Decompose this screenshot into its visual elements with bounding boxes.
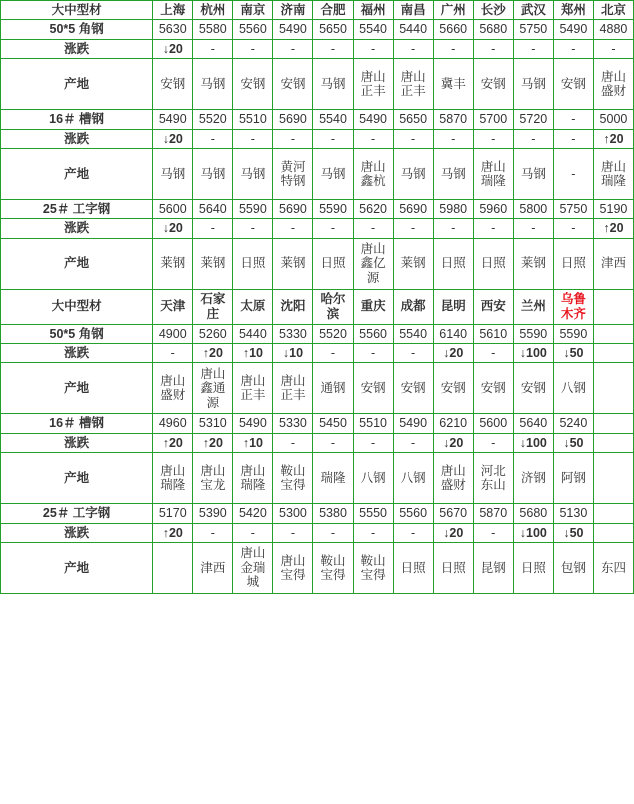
origin-cell: 瑞隆 (313, 453, 353, 504)
price-cell: 5450 (313, 414, 353, 433)
table-row (1, 344, 634, 363)
origin-cell: 马钢 (393, 148, 433, 199)
table-row (1, 414, 634, 433)
price-cell: 6140 (433, 324, 473, 343)
origin-cell: 安钢 (473, 363, 513, 414)
city-header: 长沙 (473, 1, 513, 20)
origin-cell: 马钢 (233, 148, 273, 199)
origin-cell: 八钢 (553, 363, 593, 414)
price-cell: 5800 (513, 199, 553, 218)
change-cell: ↓20 (153, 219, 193, 238)
table-row (1, 542, 634, 593)
change-cell: ↑20 (593, 129, 633, 148)
change-cell: - (393, 219, 433, 238)
change-cell: ↓100 (513, 344, 553, 363)
change-cell: - (473, 39, 513, 58)
price-cell: 5560 (233, 20, 273, 39)
price-cell: 5870 (473, 504, 513, 523)
change-cell: - (313, 129, 353, 148)
change-cell: - (233, 129, 273, 148)
price-cell (593, 324, 633, 343)
city-header: 南京 (233, 1, 273, 20)
price-cell: 5690 (393, 199, 433, 218)
origin-cell: 安钢 (273, 59, 313, 110)
change-cell: - (393, 129, 433, 148)
origin-cell: 马钢 (193, 59, 233, 110)
change-cell: ↑20 (153, 523, 193, 542)
change-cell: - (233, 523, 273, 542)
origin-cell: 莱钢 (193, 238, 233, 289)
city-header: 石家庄 (193, 289, 233, 324)
row-label-origin: 产地 (1, 453, 153, 504)
change-cell: - (393, 523, 433, 542)
price-cell: 5490 (553, 20, 593, 39)
origin-cell: 安钢 (353, 363, 393, 414)
row-label-origin: 产地 (1, 148, 153, 199)
row-label-origin: 产地 (1, 238, 153, 289)
city-header (593, 289, 633, 324)
origin-cell: 昆钢 (473, 542, 513, 593)
origin-cell: 安钢 (433, 363, 473, 414)
change-cell: ↓50 (553, 344, 593, 363)
origin-cell: 马钢 (433, 148, 473, 199)
change-cell: - (193, 523, 233, 542)
change-cell: ↑20 (153, 433, 193, 452)
change-cell: - (433, 129, 473, 148)
origin-cell: 河北东山 (473, 453, 513, 504)
row-label-ibeam: 25＃ 工字钢 (1, 504, 153, 523)
table-row (1, 129, 634, 148)
origin-cell: 日照 (433, 238, 473, 289)
change-cell: - (313, 433, 353, 452)
price-cell: 5260 (193, 324, 233, 343)
table-row (1, 433, 634, 452)
price-cell: - (553, 110, 593, 129)
change-cell: ↑10 (233, 433, 273, 452)
change-cell: - (353, 39, 393, 58)
change-cell: - (273, 523, 313, 542)
origin-cell: 冀丰 (433, 59, 473, 110)
change-cell: ↑10 (233, 344, 273, 363)
city-header: 兰州 (513, 289, 553, 324)
origin-cell: 鞍山宝得 (353, 542, 393, 593)
change-cell: ↑20 (193, 344, 233, 363)
origin-cell: 马钢 (513, 59, 553, 110)
row-label-angle: 50*5 角钢 (1, 324, 153, 343)
price-cell: 5000 (593, 110, 633, 129)
origin-cell: 日照 (233, 238, 273, 289)
city-header: 乌鲁木齐 (553, 289, 593, 324)
price-cell: 5600 (473, 414, 513, 433)
change-cell: ↓20 (153, 39, 193, 58)
change-cell: - (313, 344, 353, 363)
change-cell: ↓50 (553, 523, 593, 542)
origin-cell: 安钢 (513, 363, 553, 414)
price-cell: 5650 (313, 20, 353, 39)
price-cell: 6210 (433, 414, 473, 433)
price-cell: 5440 (233, 324, 273, 343)
origin-cell: 马钢 (313, 59, 353, 110)
origin-cell: 唐山正丰 (393, 59, 433, 110)
change-cell: - (353, 219, 393, 238)
price-cell: 5130 (553, 504, 593, 523)
price-cell: 5980 (433, 199, 473, 218)
city-header: 济南 (273, 1, 313, 20)
origin-cell (593, 453, 633, 504)
price-cell: 5960 (473, 199, 513, 218)
city-header: 广州 (433, 1, 473, 20)
origin-cell: 唐山正丰 (273, 363, 313, 414)
origin-cell: 马钢 (313, 148, 353, 199)
change-cell: - (193, 39, 233, 58)
row-label-origin: 产地 (1, 542, 153, 593)
price-cell: 5520 (313, 324, 353, 343)
price-cell: 5490 (273, 20, 313, 39)
origin-cell: 唐山正丰 (353, 59, 393, 110)
price-cell: 5660 (433, 20, 473, 39)
origin-cell: 黄河特钢 (273, 148, 313, 199)
price-cell: 5390 (193, 504, 233, 523)
change-cell: - (313, 523, 353, 542)
table-row (1, 523, 634, 542)
price-cell: 5170 (153, 504, 193, 523)
city-header: 西安 (473, 289, 513, 324)
change-cell: ↓50 (553, 433, 593, 452)
price-cell: 5720 (513, 110, 553, 129)
origin-cell: 马钢 (153, 148, 193, 199)
change-cell: ↓100 (513, 433, 553, 452)
origin-cell: 唐山金瑞城 (233, 542, 273, 593)
table-row (1, 148, 634, 199)
price-cell: 5540 (353, 20, 393, 39)
origin-cell: 安钢 (473, 59, 513, 110)
price-cell: 5300 (273, 504, 313, 523)
price-cell: 5750 (553, 199, 593, 218)
table-row (1, 219, 634, 238)
origin-cell: 津西 (193, 542, 233, 593)
row-label-angle: 50*5 角钢 (1, 20, 153, 39)
origin-cell: 唐山瑞隆 (233, 453, 273, 504)
price-cell (593, 504, 633, 523)
change-cell: - (273, 39, 313, 58)
city-header: 北京 (593, 1, 633, 20)
city-header: 重庆 (353, 289, 393, 324)
origin-cell: 唐山盛财 (153, 363, 193, 414)
origin-cell: 唐山盛财 (433, 453, 473, 504)
price-cell: 5590 (553, 324, 593, 343)
change-cell: - (473, 344, 513, 363)
change-cell: - (313, 39, 353, 58)
row-label-ibeam: 25＃ 工字钢 (1, 199, 153, 218)
price-cell: 5630 (153, 20, 193, 39)
price-cell: 5690 (273, 199, 313, 218)
change-cell: - (233, 39, 273, 58)
change-cell: - (473, 433, 513, 452)
table-row (1, 110, 634, 129)
origin-cell: 莱钢 (273, 238, 313, 289)
change-cell: - (353, 433, 393, 452)
change-cell: - (393, 433, 433, 452)
origin-cell: 日照 (513, 542, 553, 593)
origin-cell: 马钢 (193, 148, 233, 199)
price-cell: 5310 (193, 414, 233, 433)
table-row (1, 363, 634, 414)
origin-cell: 莱钢 (153, 238, 193, 289)
origin-cell: 鞍山宝得 (313, 542, 353, 593)
origin-cell: 唐山鑫杭 (353, 148, 393, 199)
origin-cell: 阿钢 (553, 453, 593, 504)
price-cell: 5620 (353, 199, 393, 218)
price-cell: 5750 (513, 20, 553, 39)
price-cell: 5510 (233, 110, 273, 129)
price-cell: 5490 (233, 414, 273, 433)
price-cell: 5330 (273, 414, 313, 433)
price-cell: 5540 (313, 110, 353, 129)
city-header: 沈阳 (273, 289, 313, 324)
price-cell: 5590 (313, 199, 353, 218)
change-cell: ↓20 (433, 433, 473, 452)
city-header: 福州 (353, 1, 393, 20)
change-cell: ↓20 (433, 523, 473, 542)
origin-cell: 包钢 (553, 542, 593, 593)
price-cell: 5560 (393, 504, 433, 523)
origin-cell: 日照 (433, 542, 473, 593)
origin-cell: 通钢 (313, 363, 353, 414)
change-cell: - (393, 39, 433, 58)
city-header: 上海 (153, 1, 193, 20)
price-cell: 5520 (193, 110, 233, 129)
change-cell: - (353, 129, 393, 148)
change-cell: - (513, 219, 553, 238)
origin-cell: 唐山鑫通源 (193, 363, 233, 414)
origin-cell (593, 363, 633, 414)
change-cell: - (553, 219, 593, 238)
origin-cell: 马钢 (513, 148, 553, 199)
origin-cell: 日照 (553, 238, 593, 289)
change-cell: ↓100 (513, 523, 553, 542)
origin-cell: 莱钢 (393, 238, 433, 289)
origin-cell: 日照 (473, 238, 513, 289)
change-cell: - (393, 344, 433, 363)
price-cell (593, 414, 633, 433)
origin-cell: 莱钢 (513, 238, 553, 289)
row-label-channel: 16＃ 槽钢 (1, 414, 153, 433)
row-label-change: 涨跌 (1, 344, 153, 363)
change-cell: - (233, 219, 273, 238)
price-cell: 5490 (153, 110, 193, 129)
table-row (1, 199, 634, 218)
city-header: 南昌 (393, 1, 433, 20)
price-cell: 5650 (393, 110, 433, 129)
change-cell: - (473, 523, 513, 542)
change-cell: - (353, 523, 393, 542)
origin-cell: 唐山瑞隆 (153, 453, 193, 504)
origin-cell: 东四 (593, 542, 633, 593)
price-cell: 5870 (433, 110, 473, 129)
origin-cell: 唐山瑞隆 (473, 148, 513, 199)
price-cell: 5420 (233, 504, 273, 523)
row-label-origin: 产地 (1, 59, 153, 110)
table-row (1, 453, 634, 504)
city-header: 太原 (233, 289, 273, 324)
origin-cell: 八钢 (353, 453, 393, 504)
change-cell: - (193, 129, 233, 148)
origin-cell: 八钢 (393, 453, 433, 504)
price-cell: 5510 (353, 414, 393, 433)
origin-cell: 安钢 (233, 59, 273, 110)
row-label-change: 涨跌 (1, 433, 153, 452)
city-header: 哈尔滨 (313, 289, 353, 324)
origin-cell (153, 542, 193, 593)
origin-cell: 唐山鑫亿源 (353, 238, 393, 289)
price-cell: 4960 (153, 414, 193, 433)
table-row (1, 238, 634, 289)
price-cell: 5590 (513, 324, 553, 343)
change-cell: - (553, 39, 593, 58)
change-cell: ↓20 (433, 344, 473, 363)
change-cell: - (593, 39, 633, 58)
price-cell: 5610 (473, 324, 513, 343)
price-cell: 5580 (193, 20, 233, 39)
origin-cell: 唐山瑞隆 (593, 148, 633, 199)
price-cell: 5680 (513, 504, 553, 523)
origin-cell: 日照 (313, 238, 353, 289)
price-cell: 5380 (313, 504, 353, 523)
price-cell: 5440 (393, 20, 433, 39)
change-cell (593, 344, 633, 363)
table-row (1, 504, 634, 523)
table-row (1, 20, 634, 39)
price-cell: 5590 (233, 199, 273, 218)
row-label-change: 涨跌 (1, 39, 153, 58)
change-cell: - (193, 219, 233, 238)
change-cell: - (273, 433, 313, 452)
city-header: 成都 (393, 289, 433, 324)
change-cell: - (433, 219, 473, 238)
origin-cell: 日照 (393, 542, 433, 593)
price-cell: 5190 (593, 199, 633, 218)
section-header-1: 大中型材 (1, 1, 153, 20)
change-cell (593, 523, 633, 542)
table-row (1, 324, 634, 343)
price-cell: 5560 (353, 324, 393, 343)
price-cell: 5690 (273, 110, 313, 129)
row-label-channel: 16＃ 槽钢 (1, 110, 153, 129)
change-cell: - (313, 219, 353, 238)
origin-cell: 唐山盛财 (593, 59, 633, 110)
table-row (1, 1, 634, 20)
city-header: 郑州 (553, 1, 593, 20)
change-cell: - (473, 129, 513, 148)
row-label-origin: 产地 (1, 363, 153, 414)
price-cell: 5600 (153, 199, 193, 218)
change-cell: ↓10 (273, 344, 313, 363)
origin-cell: 安钢 (553, 59, 593, 110)
price-cell: 4880 (593, 20, 633, 39)
origin-cell: 津西 (593, 238, 633, 289)
origin-cell: 安钢 (153, 59, 193, 110)
change-cell: ↑20 (193, 433, 233, 452)
origin-cell: - (553, 148, 593, 199)
change-cell: - (513, 129, 553, 148)
section-header-2: 大中型材 (1, 289, 153, 324)
change-cell: - (433, 39, 473, 58)
price-cell: 5540 (393, 324, 433, 343)
change-cell: - (273, 129, 313, 148)
change-cell: ↑20 (593, 219, 633, 238)
city-header: 合肥 (313, 1, 353, 20)
row-label-change: 涨跌 (1, 219, 153, 238)
row-label-change: 涨跌 (1, 523, 153, 542)
price-cell: 5330 (273, 324, 313, 343)
change-cell: - (513, 39, 553, 58)
city-header: 杭州 (193, 1, 233, 20)
row-label-change: 涨跌 (1, 129, 153, 148)
price-cell: 5700 (473, 110, 513, 129)
price-cell: 5490 (353, 110, 393, 129)
origin-cell: 安钢 (393, 363, 433, 414)
change-cell: ↓20 (153, 129, 193, 148)
change-cell: - (553, 129, 593, 148)
price-cell: 5670 (433, 504, 473, 523)
city-header: 昆明 (433, 289, 473, 324)
price-cell: 5240 (553, 414, 593, 433)
origin-cell: 鞍山宝得 (273, 453, 313, 504)
change-cell: - (353, 344, 393, 363)
change-cell: - (473, 219, 513, 238)
city-header: 武汉 (513, 1, 553, 20)
origin-cell: 唐山宝得 (273, 542, 313, 593)
price-cell: 5550 (353, 504, 393, 523)
table-row (1, 59, 634, 110)
change-cell: - (153, 344, 193, 363)
origin-cell: 唐山正丰 (233, 363, 273, 414)
table-row (1, 289, 634, 324)
origin-cell: 济钢 (513, 453, 553, 504)
city-header: 天津 (153, 289, 193, 324)
table-row (1, 39, 634, 58)
change-cell: - (273, 219, 313, 238)
origin-cell: 唐山宝龙 (193, 453, 233, 504)
change-cell (593, 433, 633, 452)
price-cell: 5640 (193, 199, 233, 218)
price-cell: 5640 (513, 414, 553, 433)
price-cell: 5680 (473, 20, 513, 39)
price-cell: 4900 (153, 324, 193, 343)
price-cell: 5490 (393, 414, 433, 433)
